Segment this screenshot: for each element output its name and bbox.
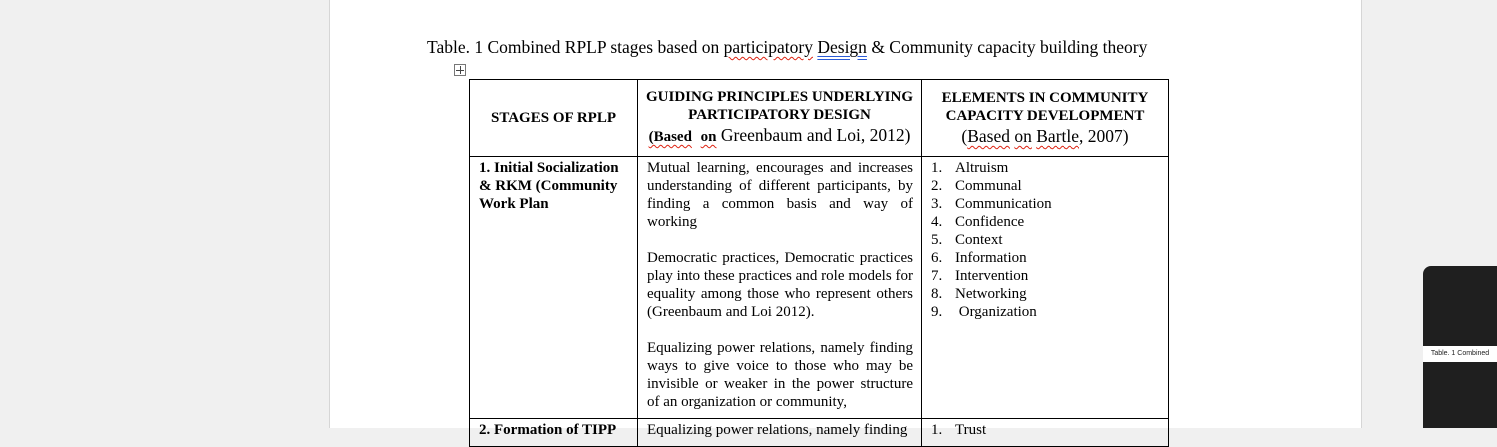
caption-text: Table. 1 Combined RPLP stages based on: [427, 37, 724, 57]
stage-cell: 2. Formation of TIPP: [470, 419, 638, 447]
list-item: 9. Organization: [931, 304, 1037, 320]
grammar-word-design[interactable]: Design: [817, 37, 867, 57]
header-guiding-principles: GUIDING PRINCIPLES UNDERLYING PARTICIPATORY DESIGN (Based on Greenbaum and Loi, 2012): [638, 80, 922, 157]
header-capacity-elements: ELEMENTS IN COMMUNITY CAPACITY DEVELOPMENT (Based on Bartle, 2007): [922, 80, 1169, 157]
table-move-handle-icon[interactable]: [454, 64, 466, 76]
stage-cell: 1. Initial Socialization & RKM (Community Work Plan: [470, 157, 638, 419]
list-item: 6. Information: [931, 250, 1027, 266]
header-stages: STAGES OF RPLP: [470, 80, 638, 157]
list-item: 1. Altruism: [931, 160, 1009, 176]
elements-cell: [922, 419, 1169, 447]
elements-cell: [922, 157, 1169, 419]
principle-text: Mutual learning, encourages and increases understanding of different participants, by finding a common basis and way of working: [647, 160, 913, 230]
table-header-row: [470, 80, 1169, 157]
list-item: 1. Trust: [931, 422, 987, 438]
navigation-thumbnail[interactable]: Table. 1 Combined: [1423, 346, 1497, 362]
spellcheck-word-participatory[interactable]: participatory: [723, 37, 813, 57]
rplp-stages-table: [469, 79, 1169, 447]
table-row: [470, 419, 1169, 447]
principle-text: Equalizing power relations, namely finding: [647, 422, 908, 438]
list-item: 5. Context: [931, 232, 1003, 248]
list-item: 3. Communication: [931, 196, 1052, 212]
table-caption: [427, 37, 1227, 58]
table-row: [470, 157, 1169, 419]
principle-text: Equalizing power relations, namely finding ways to give voice to those who may be invisible or weaker in the power structure of an organization or community,: [647, 340, 913, 410]
list-item: 8. Networking: [931, 286, 1027, 302]
principles-cell: [638, 157, 922, 419]
principles-cell: [638, 419, 922, 447]
list-item: 7. Intervention: [931, 268, 1029, 284]
list-item: 4. Confidence: [931, 214, 1025, 230]
principle-text: Democratic practices, Democratic practices play into these practices and role models for equality among those who represent others (Greenbaum and Loi 2012).: [647, 250, 913, 320]
caption-text-suffix: & Community capacity building theory: [866, 37, 1148, 57]
list-item: 2. Communal: [931, 178, 1022, 194]
